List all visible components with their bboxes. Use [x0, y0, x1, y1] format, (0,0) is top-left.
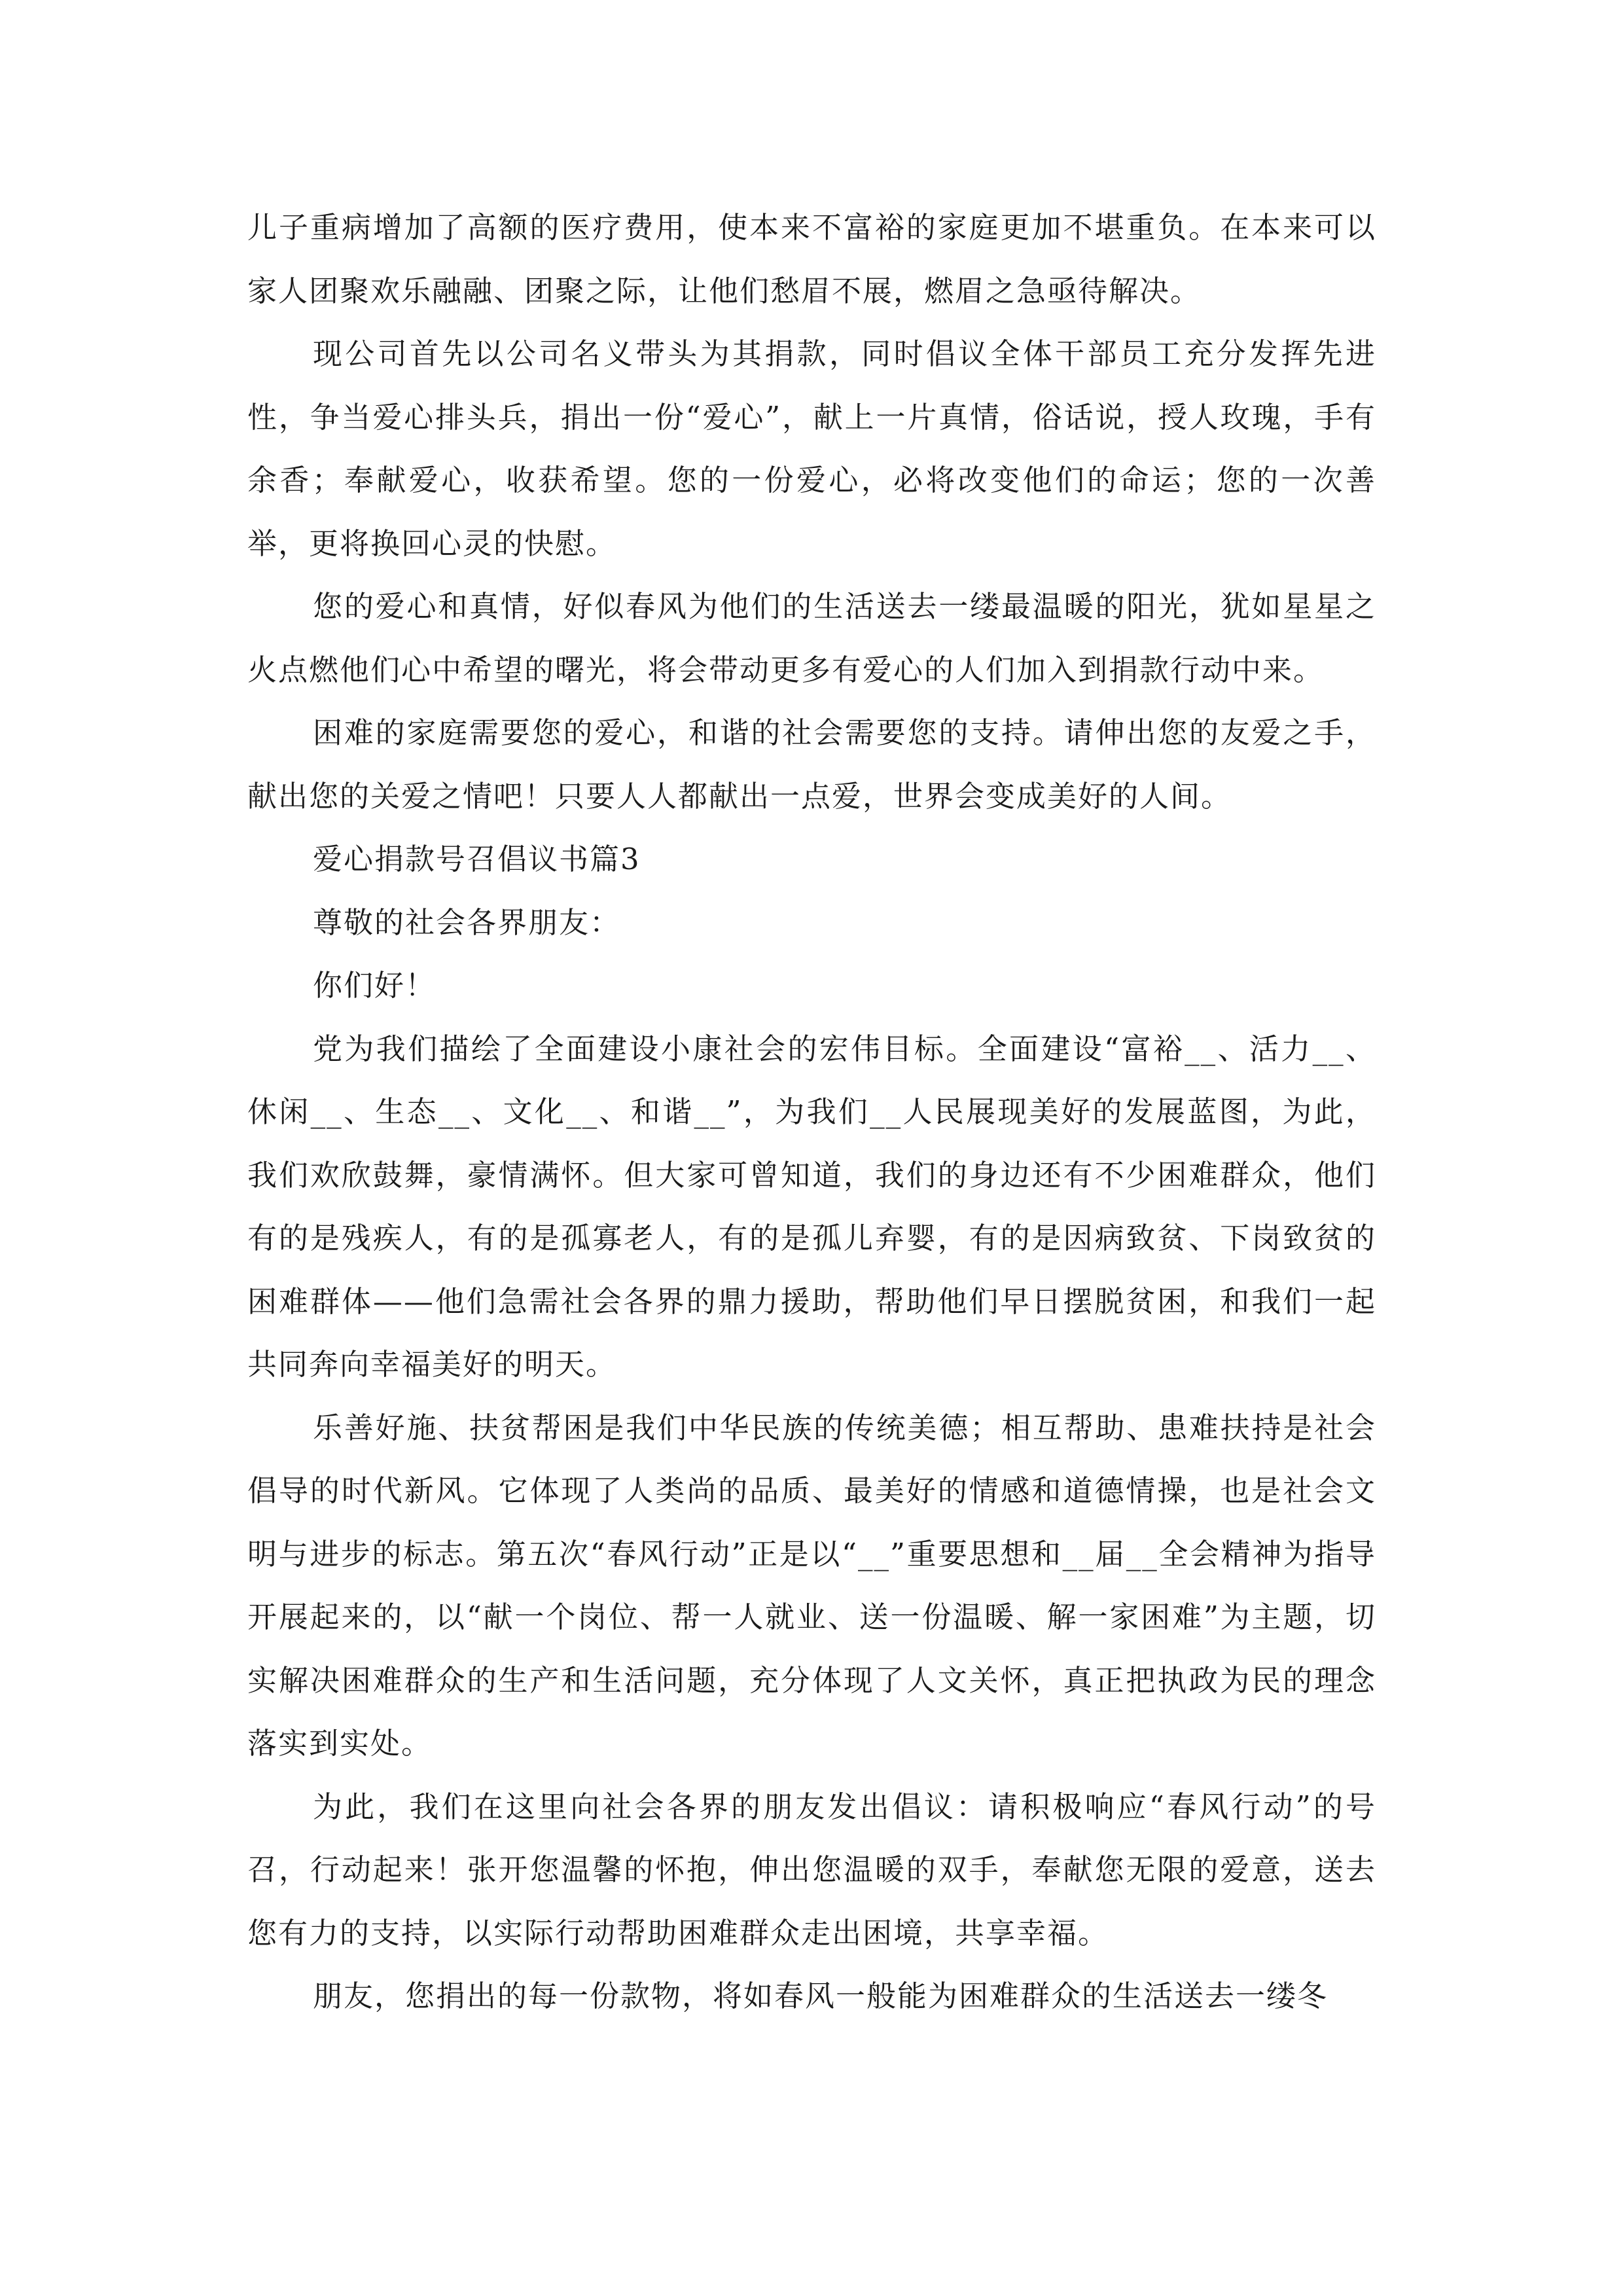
section-heading: 爱心捐款号召倡议书篇3 [313, 842, 641, 876]
paragraph-company-initiative: 现公司首先以公司名义带头为其捐款，同时倡议全体干部员工充分发挥先进性，争当爱心排头兵，捐出一份“爱心”，献上一片真情，俗话说，授人玫瑰，手有余香；奉献爱心，收获希望。您的一份爱心，必将改变他们的命运；您的一次善举，更将换回心灵的快慰。 [247, 336, 1376, 561]
paragraph-proposal: 为此，我们在这里向社会各界的朋友发出倡议：请积极响应“春风行动”的号召，行动起来！张开您温馨的怀抱，伸出您温暖的双手，奉献您无限的爱意，送去您有力的支持，以实际行动帮助困难群众走出困境，共享幸福。 [247, 1789, 1376, 1950]
greeting: 你们好！ [313, 968, 437, 1003]
paragraph-virtue: 乐善好施、扶贫帮困是我们中华民族的传统美德；相互帮助、患难扶持是社会倡导的时代新风。它体现了人类尚的品质、最美好的情感和道德情操，也是社会文明与进步的标志。第五次“春风行动”正是以“__”重要思想和__届__全会精神为指导开展起来的，以“献一个岗位、帮一人就业、送一份温暖、解一家困难”为主题，切实解决困难群众的生产和生活问题，充分体现了人文关怀，真正把执政为民的理念落实到实处。 [247, 1410, 1376, 1761]
paragraph-call-to-help: 困难的家庭需要您的爱心，和谐的社会需要您的支持。请伸出您的友爱之手，献出您的关爱之情吧！只要人人都献出一点爱，世界会变成美好的人间。 [247, 715, 1376, 814]
salutation: 尊敬的社会各界朋友： [313, 905, 621, 940]
document-body [247, 196, 1376, 2028]
paragraph-party-goal: 党为我们描绘了全面建设小康社会的宏伟目标。全面建设“富裕__、活力__、休闲__、生态__、文化__、和谐__”，为我们__人民展现美好的发展蓝图，为此，我们欢欣鼓舞，豪情满怀。但大家可曾知道，我们的身边还有不少困难群众，他们有的是残疾人，有的是孤寡老人，有的是孤儿弃婴，有的是因病致贫、下岗致贫的困难群体——他们急需社会各界的鼎力援助，帮助他们早日摆脱贫困，和我们一起共同奔向幸福美好的明天。 [247, 1031, 1376, 1382]
paragraph-friends: 朋友，您捐出的每一份款物，将如春风一般能为困难群众的生活送去一缕冬 [313, 1979, 1329, 2013]
paragraph-spring-breeze: 您的爱心和真情，好似春风为他们的生活送去一缕最温暖的阳光，犹如星星之火点燃他们心中希望的曙光，将会带动更多有爱心的人们加入到捐款行动中来。 [247, 589, 1376, 687]
paragraph-medical-burden: 儿子重病增加了高额的医疗费用，使本来不富裕的家庭更加不堪重负。在本来可以家人团聚欢乐融融、团聚之际，让他们愁眉不展，燃眉之急亟待解决。 [247, 210, 1376, 308]
